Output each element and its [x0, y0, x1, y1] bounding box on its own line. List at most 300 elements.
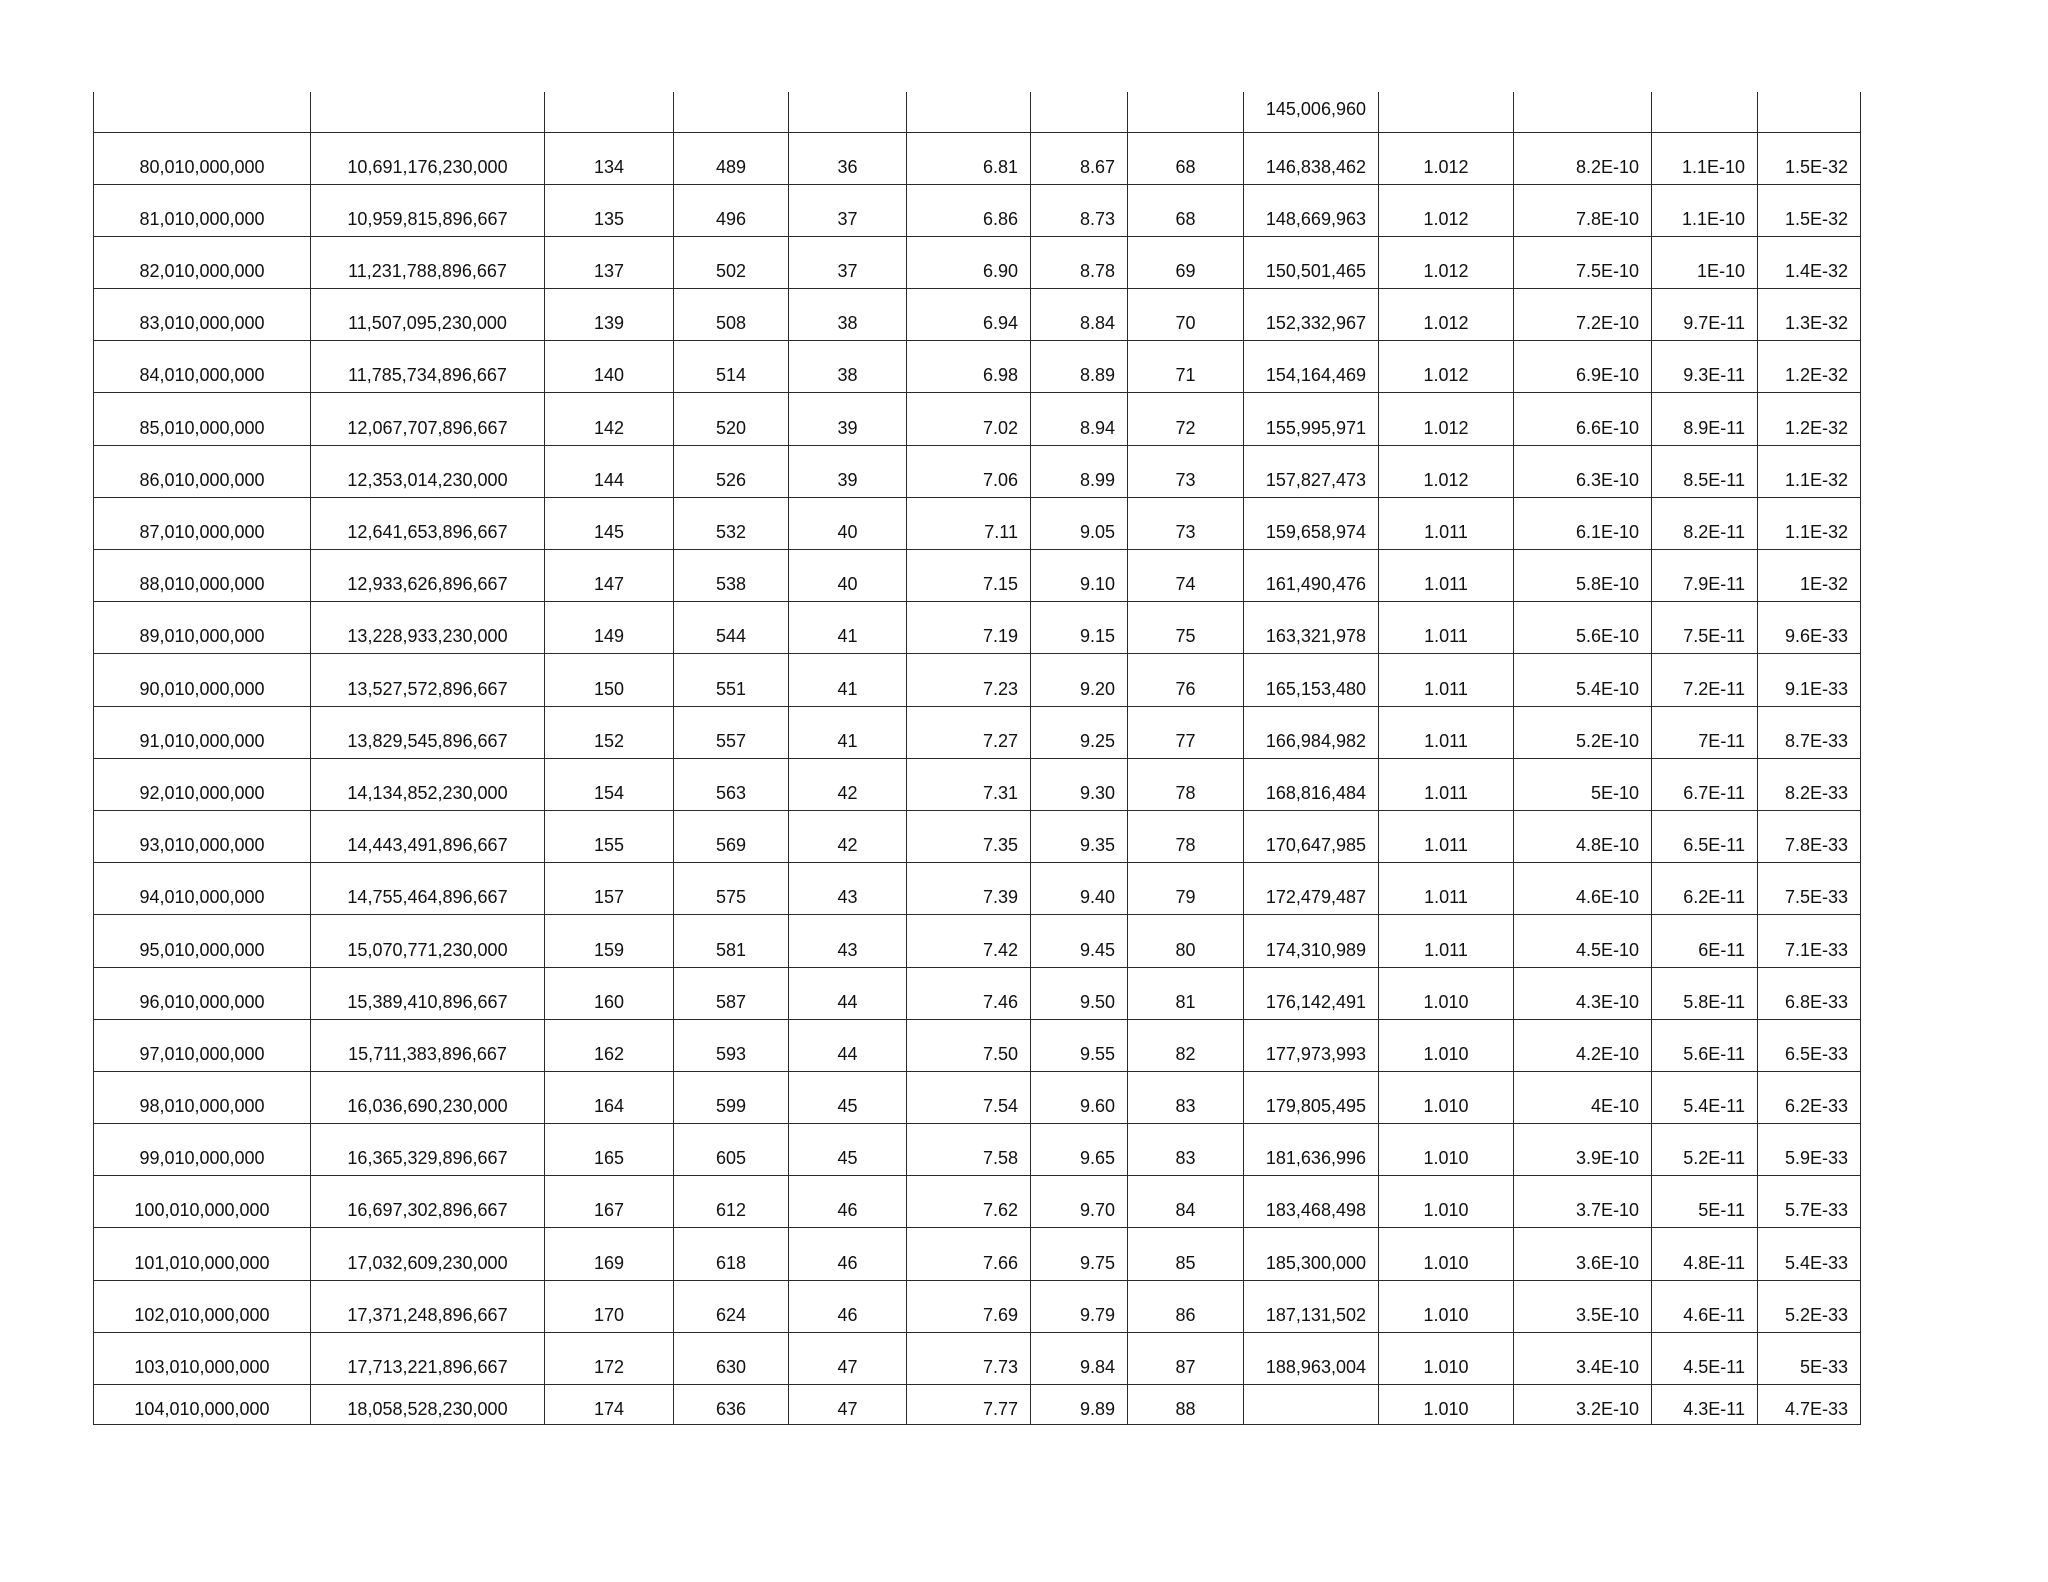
table-cell: 78	[1128, 810, 1244, 862]
table-cell: 80	[1128, 915, 1244, 967]
table-cell: 81,010,000,000	[94, 184, 311, 236]
table-cell: 78	[1128, 758, 1244, 810]
table-cell: 43	[789, 915, 907, 967]
table-cell: 13,527,572,896,667	[311, 654, 545, 706]
table-cell: 1E-10	[1652, 236, 1758, 288]
table-cell: 6.98	[907, 341, 1031, 393]
table-cell: 544	[674, 602, 789, 654]
table-cell: 181,636,996	[1244, 1124, 1379, 1176]
table-cell: 41	[789, 654, 907, 706]
table-row	[94, 236, 1861, 288]
table-row	[94, 1228, 1861, 1280]
table-cell: 5.6E-11	[1652, 1019, 1758, 1071]
table-cell: 17,371,248,896,667	[311, 1280, 545, 1332]
table-cell: 5.9E-33	[1758, 1124, 1861, 1176]
table-cell: 183,468,498	[1244, 1176, 1379, 1228]
table-cell: 5.8E-10	[1514, 550, 1652, 602]
table-cell: 3.5E-10	[1514, 1280, 1652, 1332]
table-cell: 7.06	[907, 445, 1031, 497]
table-cell: 97,010,000,000	[94, 1019, 311, 1071]
table-cell: 1.1E-32	[1758, 445, 1861, 497]
table-cell: 630	[674, 1332, 789, 1384]
table-row	[94, 550, 1861, 602]
table-cell: 1.012	[1379, 236, 1514, 288]
table-cell: 496	[674, 184, 789, 236]
table-cell: 41	[789, 706, 907, 758]
table-cell: 1.011	[1379, 810, 1514, 862]
table-cell: 1.010	[1379, 1280, 1514, 1332]
table-cell: 508	[674, 289, 789, 341]
table-cell: 3.6E-10	[1514, 1228, 1652, 1280]
table-cell: 172,479,487	[1244, 863, 1379, 915]
table-cell: 43	[789, 863, 907, 915]
table-cell: 170	[545, 1280, 674, 1332]
table-cell: 1.012	[1379, 132, 1514, 184]
table-cell: 148,669,963	[1244, 184, 1379, 236]
table-cell: 5.4E-33	[1758, 1228, 1861, 1280]
table-cell: 159,658,974	[1244, 497, 1379, 549]
table-cell: 7.2E-10	[1514, 289, 1652, 341]
table-cell: 9.6E-33	[1758, 602, 1861, 654]
table-cell: 6.5E-11	[1652, 810, 1758, 862]
table-cell: 165	[545, 1124, 674, 1176]
table-cell: 599	[674, 1071, 789, 1123]
table-cell: 83	[1128, 1071, 1244, 1123]
table-cell: 1.012	[1379, 393, 1514, 445]
table-cell: 13,829,545,896,667	[311, 706, 545, 758]
table-cell: 8.89	[1031, 341, 1128, 393]
table-cell: 5.8E-11	[1652, 967, 1758, 1019]
table-cell: 80,010,000,000	[94, 132, 311, 184]
table-cell: 41	[789, 602, 907, 654]
table-cell: 4.6E-10	[1514, 863, 1652, 915]
table-cell: 96,010,000,000	[94, 967, 311, 1019]
table-cell: 7.15	[907, 550, 1031, 602]
table-cell: 489	[674, 132, 789, 184]
table-cell: 44	[789, 1019, 907, 1071]
table-cell: 4.5E-10	[1514, 915, 1652, 967]
table-cell: 8.84	[1031, 289, 1128, 341]
table-cell: 161,490,476	[1244, 550, 1379, 602]
table-row	[94, 1280, 1861, 1332]
table-cell: 89,010,000,000	[94, 602, 311, 654]
table-cell: 17,032,609,230,000	[311, 1228, 545, 1280]
table-cell: 7.69	[907, 1280, 1031, 1332]
table-cell: 103,010,000,000	[94, 1332, 311, 1384]
table-cell: 8.5E-11	[1652, 445, 1758, 497]
table-cell: 15,070,771,230,000	[311, 915, 545, 967]
table-cell: 6.3E-10	[1514, 445, 1652, 497]
table-cell: 9.3E-11	[1652, 341, 1758, 393]
table-cell: 3.7E-10	[1514, 1176, 1652, 1228]
table-cell: 12,067,707,896,667	[311, 393, 545, 445]
table-cell: 150,501,465	[1244, 236, 1379, 288]
table-cell: 1.012	[1379, 341, 1514, 393]
table-cell: 551	[674, 654, 789, 706]
table-cell: 154,164,469	[1244, 341, 1379, 393]
table-row	[94, 132, 1861, 184]
table-cell: 7.46	[907, 967, 1031, 1019]
table-cell: 93,010,000,000	[94, 810, 311, 862]
table-cell: 1.011	[1379, 758, 1514, 810]
table-cell: 88,010,000,000	[94, 550, 311, 602]
table-cell: 1.011	[1379, 863, 1514, 915]
table-cell: 1.011	[1379, 915, 1514, 967]
table-cell: 5.4E-11	[1652, 1071, 1758, 1123]
table-cell	[545, 92, 674, 132]
table-cell: 6.6E-10	[1514, 393, 1652, 445]
table-cell: 38	[789, 341, 907, 393]
table-cell: 7.02	[907, 393, 1031, 445]
table-cell: 1.1E-32	[1758, 497, 1861, 549]
table-cell: 1.010	[1379, 1019, 1514, 1071]
table-cell: 152,332,967	[1244, 289, 1379, 341]
table-cell: 74	[1128, 550, 1244, 602]
table-cell: 9.25	[1031, 706, 1128, 758]
table-cell: 4.7E-33	[1758, 1385, 1861, 1425]
table-cell: 46	[789, 1228, 907, 1280]
table-body	[94, 92, 1861, 1425]
table-cell: 8.2E-33	[1758, 758, 1861, 810]
table-cell: 14,755,464,896,667	[311, 863, 545, 915]
table-cell: 605	[674, 1124, 789, 1176]
table-cell: 92,010,000,000	[94, 758, 311, 810]
table-cell: 7.5E-10	[1514, 236, 1652, 288]
table-cell: 9.1E-33	[1758, 654, 1861, 706]
table-cell: 6.94	[907, 289, 1031, 341]
table-cell: 1.011	[1379, 497, 1514, 549]
table-cell: 40	[789, 550, 907, 602]
table-cell: 12,353,014,230,000	[311, 445, 545, 497]
table-cell: 502	[674, 236, 789, 288]
table-cell: 85,010,000,000	[94, 393, 311, 445]
table-cell: 7.77	[907, 1385, 1031, 1425]
table-cell: 83	[1128, 1124, 1244, 1176]
table-cell: 6.5E-33	[1758, 1019, 1861, 1071]
table-cell: 11,231,788,896,667	[311, 236, 545, 288]
table-cell: 163,321,978	[1244, 602, 1379, 654]
table-row	[94, 1019, 1861, 1071]
table-cell: 39	[789, 393, 907, 445]
table-cell: 7.42	[907, 915, 1031, 967]
table-cell	[1244, 1385, 1379, 1425]
table-cell: 8.9E-11	[1652, 393, 1758, 445]
table-cell: 7.9E-11	[1652, 550, 1758, 602]
table-cell: 47	[789, 1385, 907, 1425]
table-cell: 7.8E-10	[1514, 184, 1652, 236]
table-cell: 69	[1128, 236, 1244, 288]
table-cell: 6.81	[907, 132, 1031, 184]
table-row	[94, 1071, 1861, 1123]
table-cell: 1.011	[1379, 550, 1514, 602]
table-cell: 4.6E-11	[1652, 1280, 1758, 1332]
table-cell: 593	[674, 1019, 789, 1071]
table-cell: 5.2E-11	[1652, 1124, 1758, 1176]
table-cell: 177,973,993	[1244, 1019, 1379, 1071]
table-row	[94, 497, 1861, 549]
table-cell: 526	[674, 445, 789, 497]
table-cell: 7.62	[907, 1176, 1031, 1228]
table-cell: 4.3E-11	[1652, 1385, 1758, 1425]
table-cell: 1.011	[1379, 654, 1514, 706]
table-cell	[94, 92, 311, 132]
table-cell: 134	[545, 132, 674, 184]
table-cell	[1128, 92, 1244, 132]
table-cell: 14,134,852,230,000	[311, 758, 545, 810]
table-cell: 38	[789, 289, 907, 341]
table-cell: 16,697,302,896,667	[311, 1176, 545, 1228]
table-cell: 160	[545, 967, 674, 1019]
table-cell: 188,963,004	[1244, 1332, 1379, 1384]
table-cell: 9.40	[1031, 863, 1128, 915]
table-cell: 167	[545, 1176, 674, 1228]
table-cell: 1.1E-10	[1652, 132, 1758, 184]
table-cell: 7.58	[907, 1124, 1031, 1176]
table-cell: 73	[1128, 445, 1244, 497]
table-cell: 159	[545, 915, 674, 967]
table-cell: 9.30	[1031, 758, 1128, 810]
table-cell: 155,995,971	[1244, 393, 1379, 445]
table-cell: 10,691,176,230,000	[311, 132, 545, 184]
table-cell: 587	[674, 967, 789, 1019]
table-cell: 104,010,000,000	[94, 1385, 311, 1425]
table-cell: 9.7E-11	[1652, 289, 1758, 341]
table-cell: 71	[1128, 341, 1244, 393]
table-cell: 7.35	[907, 810, 1031, 862]
table-cell: 100,010,000,000	[94, 1176, 311, 1228]
table-cell: 11,785,734,896,667	[311, 341, 545, 393]
table-row	[94, 654, 1861, 706]
table-cell: 6.90	[907, 236, 1031, 288]
table-cell: 5.2E-33	[1758, 1280, 1861, 1332]
table-cell: 6.8E-33	[1758, 967, 1861, 1019]
table-cell: 1.010	[1379, 1385, 1514, 1425]
table-cell: 46	[789, 1176, 907, 1228]
table-cell: 172	[545, 1332, 674, 1384]
table-cell: 165,153,480	[1244, 654, 1379, 706]
table-cell: 4.8E-10	[1514, 810, 1652, 862]
table-cell: 91,010,000,000	[94, 706, 311, 758]
table-cell: 70	[1128, 289, 1244, 341]
table-cell: 7E-11	[1652, 706, 1758, 758]
table-cell: 146,838,462	[1244, 132, 1379, 184]
table-cell: 73	[1128, 497, 1244, 549]
table-cell: 5.2E-10	[1514, 706, 1652, 758]
table-cell: 47	[789, 1332, 907, 1384]
table-row	[94, 393, 1861, 445]
table-cell: 44	[789, 967, 907, 1019]
table-cell: 37	[789, 236, 907, 288]
table-cell: 1.3E-32	[1758, 289, 1861, 341]
table-cell: 9.15	[1031, 602, 1128, 654]
table-cell: 14,443,491,896,667	[311, 810, 545, 862]
table-cell: 4.5E-11	[1652, 1332, 1758, 1384]
table-row	[94, 758, 1861, 810]
table-cell: 164	[545, 1071, 674, 1123]
table-cell: 76	[1128, 654, 1244, 706]
table-cell: 7.27	[907, 706, 1031, 758]
table-cell: 7.23	[907, 654, 1031, 706]
table-row	[94, 863, 1861, 915]
table-cell: 3.9E-10	[1514, 1124, 1652, 1176]
table-cell: 176,142,491	[1244, 967, 1379, 1019]
table-cell: 7.8E-33	[1758, 810, 1861, 862]
table-cell: 72	[1128, 393, 1244, 445]
table-cell: 6.2E-11	[1652, 863, 1758, 915]
table-cell: 575	[674, 863, 789, 915]
table-cell: 10,959,815,896,667	[311, 184, 545, 236]
table-cell: 15,711,383,896,667	[311, 1019, 545, 1071]
table-cell: 9.60	[1031, 1071, 1128, 1123]
table-cell: 1.010	[1379, 1071, 1514, 1123]
table-cell: 8.7E-33	[1758, 706, 1861, 758]
table-cell: 1.010	[1379, 1228, 1514, 1280]
table-cell: 185,300,000	[1244, 1228, 1379, 1280]
table-cell: 569	[674, 810, 789, 862]
table-cell: 6E-11	[1652, 915, 1758, 967]
table-cell: 1.5E-32	[1758, 132, 1861, 184]
table-cell: 7.2E-11	[1652, 654, 1758, 706]
table-cell: 1E-32	[1758, 550, 1861, 602]
table-cell: 102,010,000,000	[94, 1280, 311, 1332]
table-cell: 538	[674, 550, 789, 602]
table-cell: 4.2E-10	[1514, 1019, 1652, 1071]
table-cell: 84,010,000,000	[94, 341, 311, 393]
table-cell: 16,365,329,896,667	[311, 1124, 545, 1176]
table-cell: 16,036,690,230,000	[311, 1071, 545, 1123]
table-cell: 9.70	[1031, 1176, 1128, 1228]
table-cell: 13,228,933,230,000	[311, 602, 545, 654]
table-cell: 7.54	[907, 1071, 1031, 1123]
table-cell: 636	[674, 1385, 789, 1425]
table-cell: 1.011	[1379, 602, 1514, 654]
table-row	[94, 1124, 1861, 1176]
table-cell: 12,933,626,896,667	[311, 550, 545, 602]
table-cell: 169	[545, 1228, 674, 1280]
table-cell: 87	[1128, 1332, 1244, 1384]
table-cell: 1.4E-32	[1758, 236, 1861, 288]
table-cell: 7.66	[907, 1228, 1031, 1280]
table-cell: 162	[545, 1019, 674, 1071]
table-cell: 170,647,985	[1244, 810, 1379, 862]
table-cell: 8.73	[1031, 184, 1128, 236]
table-cell: 179,805,495	[1244, 1071, 1379, 1123]
table-cell: 145	[545, 497, 674, 549]
table-cell: 7.50	[907, 1019, 1031, 1071]
table-cell: 174	[545, 1385, 674, 1425]
table-cell: 98,010,000,000	[94, 1071, 311, 1123]
table-cell: 101,010,000,000	[94, 1228, 311, 1280]
table-cell: 1.1E-10	[1652, 184, 1758, 236]
table-cell: 84	[1128, 1176, 1244, 1228]
table-cell: 532	[674, 497, 789, 549]
table-cell: 95,010,000,000	[94, 915, 311, 967]
table-cell: 7.11	[907, 497, 1031, 549]
table-cell: 137	[545, 236, 674, 288]
table-cell: 86,010,000,000	[94, 445, 311, 497]
table-cell: 18,058,528,230,000	[311, 1385, 545, 1425]
table-row	[94, 1332, 1861, 1384]
table-cell: 1.5E-32	[1758, 184, 1861, 236]
table-cell: 17,713,221,896,667	[311, 1332, 545, 1384]
table-cell: 8.94	[1031, 393, 1128, 445]
table-cell: 9.65	[1031, 1124, 1128, 1176]
table-cell: 7.1E-33	[1758, 915, 1861, 967]
table-cell: 87,010,000,000	[94, 497, 311, 549]
table-cell: 9.75	[1031, 1228, 1128, 1280]
table-cell: 94,010,000,000	[94, 863, 311, 915]
table-cell: 36	[789, 132, 907, 184]
table-cell: 1.010	[1379, 967, 1514, 1019]
table-cell: 4.3E-10	[1514, 967, 1652, 1019]
table-cell: 142	[545, 393, 674, 445]
table-cell	[1652, 92, 1758, 132]
table-cell: 9.05	[1031, 497, 1128, 549]
table-cell: 144	[545, 445, 674, 497]
table-cell: 520	[674, 393, 789, 445]
table-cell: 82,010,000,000	[94, 236, 311, 288]
table-cell: 563	[674, 758, 789, 810]
table-cell: 147	[545, 550, 674, 602]
table-cell: 154	[545, 758, 674, 810]
table-cell: 42	[789, 810, 907, 862]
table-cell: 8.99	[1031, 445, 1128, 497]
table-cell: 581	[674, 915, 789, 967]
table-cell: 618	[674, 1228, 789, 1280]
table-cell: 155	[545, 810, 674, 862]
table-cell: 557	[674, 706, 789, 758]
table-cell: 157	[545, 863, 674, 915]
table-cell: 12,641,653,896,667	[311, 497, 545, 549]
table-cell: 8.67	[1031, 132, 1128, 184]
table-cell: 68	[1128, 184, 1244, 236]
table-cell: 174,310,989	[1244, 915, 1379, 967]
table-cell: 81	[1128, 967, 1244, 1019]
table-cell: 168,816,484	[1244, 758, 1379, 810]
table-cell: 3.4E-10	[1514, 1332, 1652, 1384]
table-cell	[1379, 92, 1514, 132]
table-cell: 152	[545, 706, 674, 758]
table-cell: 9.84	[1031, 1332, 1128, 1384]
table-cell: 40	[789, 497, 907, 549]
table-cell: 45	[789, 1071, 907, 1123]
table-row	[94, 341, 1861, 393]
table-cell: 86	[1128, 1280, 1244, 1332]
table-cell: 6.1E-10	[1514, 497, 1652, 549]
table-cell: 1.012	[1379, 184, 1514, 236]
table-cell: 6.7E-11	[1652, 758, 1758, 810]
table-cell: 15,389,410,896,667	[311, 967, 545, 1019]
data-table	[93, 92, 1861, 1425]
table-cell: 5.7E-33	[1758, 1176, 1861, 1228]
table-cell: 9.45	[1031, 915, 1128, 967]
table-cell: 5.4E-10	[1514, 654, 1652, 706]
table-cell: 75	[1128, 602, 1244, 654]
table-cell: 140	[545, 341, 674, 393]
table-row	[94, 810, 1861, 862]
table-cell: 9.50	[1031, 967, 1128, 1019]
table-cell: 7.5E-11	[1652, 602, 1758, 654]
table-cell: 166,984,982	[1244, 706, 1379, 758]
table-cell	[311, 92, 545, 132]
table-cell: 42	[789, 758, 907, 810]
table-cell: 11,507,095,230,000	[311, 289, 545, 341]
table-cell: 88	[1128, 1385, 1244, 1425]
table-row	[94, 1385, 1861, 1425]
table-cell: 6.9E-10	[1514, 341, 1652, 393]
table-cell	[1758, 92, 1861, 132]
table-cell: 39	[789, 445, 907, 497]
